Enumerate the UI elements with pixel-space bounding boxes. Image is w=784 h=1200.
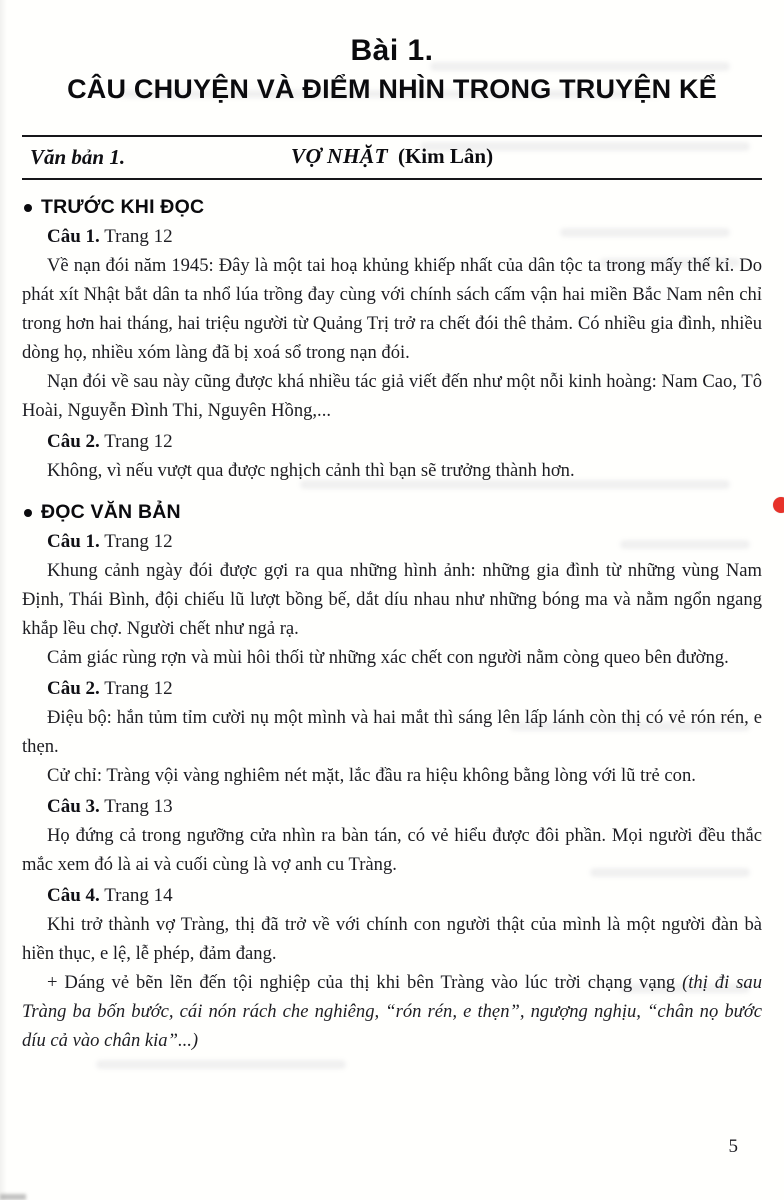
- question-line: [22, 678, 762, 700]
- question-line: [22, 885, 762, 907]
- question-label: Câu 1.: [47, 226, 100, 247]
- paragraph: Cử chỉ: Tràng vội vàng nghiêm nét mặt, lắc đầu ra hiệu không bằng lòng với lũ trẻ con.: [47, 765, 696, 786]
- paragraph: [22, 968, 762, 1055]
- section-doc-van-ban: [22, 501, 762, 1055]
- section-heading: [22, 501, 762, 524]
- paragraph: Nạn đói về sau này cũng được khá nhiều tác giả viết đến như một nỗi kinh hoàng: Nam Cao, Tô Hoài, Nguyễn Đình Thi, Nguyên Hồng,...: [22, 371, 762, 421]
- paragraph-note: (thị đi sau Tràng ba bốn bước, cái nón rách che nghiêng, “rón rén, e thẹn”, ngượng nghịu, “chân nọ bước díu cả vào chân kia”...): [22, 972, 762, 1051]
- section-heading-label: ĐỌC VĂN BẢN: [41, 501, 181, 523]
- question-page-ref: Trang 12: [104, 678, 173, 699]
- question-label: Câu 3.: [47, 796, 100, 817]
- section-heading: [22, 196, 762, 219]
- question-label: Câu 2.: [47, 431, 100, 452]
- bleedthrough-artifact: [96, 1060, 346, 1069]
- question-label: Câu 4.: [47, 885, 100, 906]
- document-author: (Kim Lân): [397, 144, 494, 168]
- paragraph: Cảm giác rùng rợn và mùi hôi thối từ những xác chết con người nằm còng queo bên đường.: [47, 647, 729, 668]
- paragraph: Điệu bộ: hắn tủm tỉm cười nụ một mình và hai mắt thì sáng lên lấp lánh còn thị có vẻ rón rén, e thẹn.: [22, 707, 762, 757]
- scan-corner-mark: [0, 1194, 26, 1200]
- red-dot: [773, 497, 784, 513]
- question-page-ref: Trang 14: [104, 885, 173, 906]
- question-page-ref: Trang 12: [104, 226, 173, 247]
- document-label: Văn bản 1.: [30, 145, 126, 169]
- paragraph: Khung cảnh ngày đói được gợi ra qua những hình ảnh: những gia đình từ những vùng Nam Định, Thái Bình, đội chiếu lũ lượt bồng bế, dắt díu nhau như những bóng ma và nằm ngổn ngang khắp lều chợ. Người chết như ngả rạ.: [22, 560, 762, 639]
- question-label: Câu 2.: [47, 678, 100, 699]
- paragraph: Về nạn đói năm 1945: Đây là một tai hoạ khủng khiếp nhất của dân tộc ta trong mấy thế kỉ. Do phát xít Nhật bắt dân ta nhổ lúa trồng đay cùng với chính sách cấm vận hai miền Bắc Nam nên chỉ trong hơn hai tháng, hai triệu người từ Quảng Trị trở ra chết đói thê thảm. Có nhiều gia đình, nhiều dòng họ, nhiều xóm làng đã bị xoá sổ trong nạn đói.: [22, 255, 762, 363]
- paragraph-lead: + Dáng vẻ bẽn lẽn đến tội nghiệp của thị khi bên Tràng vào lúc trời chạng vạng: [47, 972, 683, 993]
- section-truoc-khi-doc: [22, 196, 762, 485]
- question-line: [22, 531, 762, 553]
- lesson-title: CÂU CHUYỆN VÀ ĐIỂM NHÌN TRONG TRUYỆN KỂ: [67, 74, 717, 104]
- paragraph: Họ đứng cả trong ngưỡng cửa nhìn ra bàn tán, có vẻ hiểu được đôi phần. Mọi người đều thắc mắc xem đó là ai và cuối cùng là vợ anh cu Tràng.: [22, 825, 762, 875]
- question-line: [22, 431, 762, 453]
- question-page-ref: Trang 13: [104, 796, 173, 817]
- document-header: [22, 135, 762, 180]
- document-title: VỢ NHẶT: [290, 144, 388, 168]
- bullet-icon: [24, 204, 32, 212]
- question-page-ref: Trang 12: [104, 431, 173, 452]
- paragraph: Không, vì nếu vượt qua được nghịch cảnh thì bạn sẽ trưởng thành hơn.: [47, 460, 575, 481]
- section-heading-label: TRƯỚC KHI ĐỌC: [41, 196, 205, 218]
- lesson-number: Bài 1.: [350, 34, 434, 67]
- question-label: Câu 1.: [47, 531, 100, 552]
- question-line: [22, 226, 762, 248]
- paragraph: Khi trở thành vợ Tràng, thị đã trở về với chính con người thật của mình là một người đàn bà hiền thục, e lệ, lễ phép, đảm đang.: [22, 914, 762, 964]
- bullet-icon: [24, 509, 32, 517]
- question-page-ref: Trang 12: [104, 531, 173, 552]
- question-line: [22, 796, 762, 818]
- page-number: 5: [728, 1136, 738, 1157]
